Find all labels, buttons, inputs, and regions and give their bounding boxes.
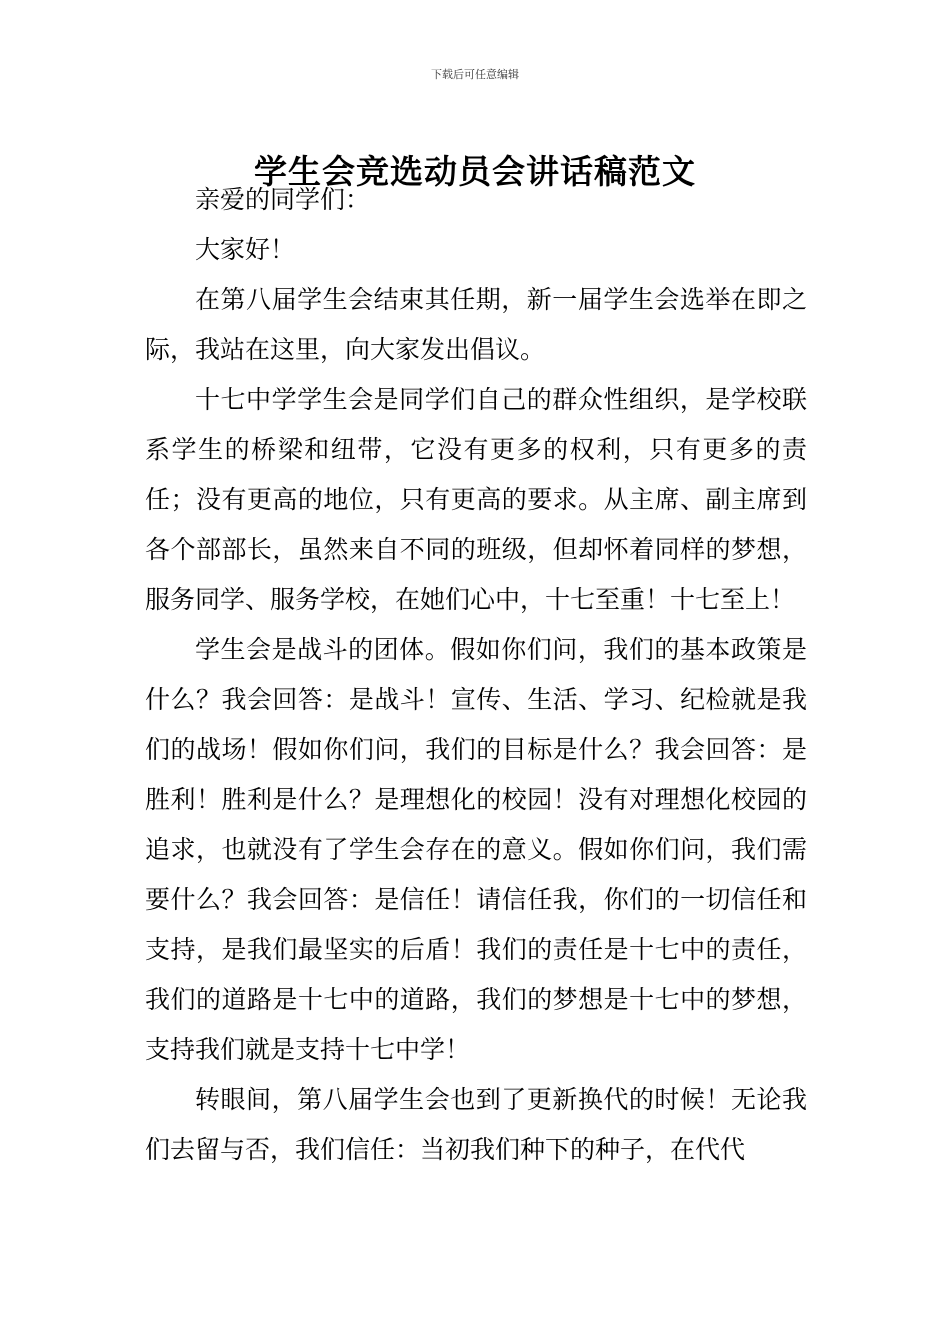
page-header-note: 下载后可任意编辑: [431, 68, 519, 81]
paragraph-salutation: 亲爱的同学们：: [195, 185, 371, 214]
document-title: 学生会竞选动员会讲话稿范文: [254, 152, 696, 192]
paragraph-greeting: 大家好！: [195, 235, 296, 264]
paragraph-fighting-team: 学生会是战斗的团体。假如你们问，我们的基本政策是什么？我会回答：是战斗！宣传、生活、学习、纪检就是我们的战场！假如你们问，我们的目标是什么？我会回答：是胜利！胜利是什么？是理想化的校园！没有对理想化校园的追求，也就没有了学生会存在的意义。假如你们问，我们需要什么？我会回答：是信任！请信任我，你们的一切信任和支持，是我们最坚实的后盾！我们的责任是十七中的责任，我们的道路是十七中的道路，我们的梦想是十七中的梦想，支持我们就是支持十七中学！: [145, 635, 807, 1064]
document-body: [145, 175, 807, 1175]
paragraph-transition: 转眼间，第八届学生会也到了更新换代的时候！无论我们去留与否，我们信任：当初我们种下的种子，在代代: [145, 1085, 807, 1164]
paragraph-proposal: 在第八届学生会结束其任期，新一届学生会选举在即之际，我站在这里，向大家发出倡议。: [145, 285, 807, 364]
paragraph-student-union-role: 十七中学学生会是同学们自己的群众性组织，是学校联系学生的桥梁和纽带，它没有更多的权利，只有更多的责任；没有更高的地位，只有更高的要求。从主席、副主席到各个部部长，虽然来自不同的班级，但却怀着同样的梦想，服务同学、服务学校，在她们心中，十七至重！十七至上！: [145, 385, 807, 614]
